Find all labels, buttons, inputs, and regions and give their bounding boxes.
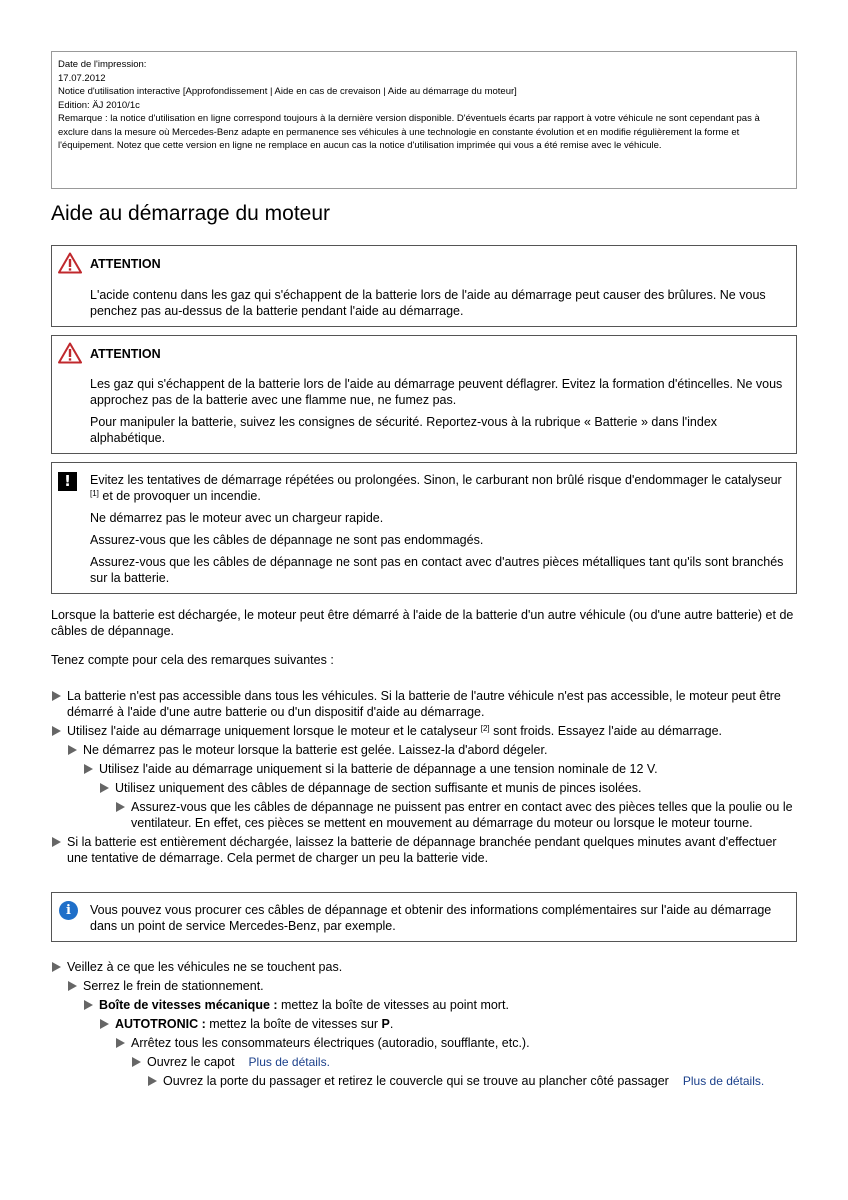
warning-text-2: Pour manipuler la batterie, suivez les consignes de sécurité. Reportez-vous à la rubrique « Batterie » dans l'index alphabétique. xyxy=(90,415,718,445)
breadcrumb: Notice d'utilisation interactive [Approfondissement | Aide en cas de crevaison | Aide au démarrage du moteur] xyxy=(58,86,517,97)
step-item: Serrez le frein de stationnement. xyxy=(83,979,264,993)
caution-text-2: Ne démarrez pas le moteur avec un chargeur rapide. xyxy=(90,511,384,525)
arrow-bullet-icon xyxy=(52,691,61,701)
info-icon: i xyxy=(59,901,78,920)
caution-text-1: Evitez les tentatives de démarrage répétées ou prolongées. Sinon, le carburant non brûlé risque d'endommager le catalyseur [1] et de provoquer un incendie. xyxy=(90,473,782,503)
warning-triangle-icon xyxy=(58,342,82,364)
edition: Edition: ÄJ 2010/1c xyxy=(58,99,140,111)
intro-paragraph-2: Tenez compte pour cela des remarques suivantes : xyxy=(51,653,334,667)
step-item: Ouvrez le capot Plus de détails. xyxy=(147,1055,330,1069)
arrow-bullet-icon xyxy=(100,1019,109,1029)
remark-text: Remarque : la notice d'utilisation en ligne correspond toujours à la dernière version disponible. D'éventuels écarts par rapport à votre véhicule ne sont cependant pas à exclure dans la mesure où Mercedes-Benz adapte en permanence ses véhicules à une technologie en constante évolution et en modifie régulièrement la forme et l'équipement. Notez que cette version en ligne ne remplace en aucun cas la notice d'utilisation imprimée qui vous a été remise avec le véhicule. xyxy=(58,113,760,151)
warning-heading: ATTENTION xyxy=(90,347,161,361)
step-item: Ouvrez la porte du passager et retirez le couvercle qui se trouve au plancher côté passager Plus de détails. xyxy=(163,1074,765,1088)
arrow-bullet-icon xyxy=(84,764,93,774)
remark-item: Utilisez l'aide au démarrage uniquement lorsque le moteur et le catalyseur [2] sont froids. Essayez l'aide au démarrage. xyxy=(67,724,722,738)
arrow-bullet-icon xyxy=(52,726,61,736)
arrow-bullet-icon xyxy=(116,1038,125,1048)
warning-text-1: Les gaz qui s'échappent de la batterie lors de l'aide au démarrage peuvent déflagrer. Evitez la formation d'étincelles. Ne vous approchez pas de la batterie avec une flamme nue, ne fumez pas. xyxy=(90,377,783,407)
remark-item: Utilisez uniquement des câbles de dépannage de section suffisante et munis de pinces isolées. xyxy=(115,781,642,795)
warning-box-1 xyxy=(51,245,797,327)
print-info-box xyxy=(51,51,797,189)
remark-item: La batterie n'est pas accessible dans tous les véhicules. Si la batterie de l'autre véhicule n'est pas accessible, le moteur peut être démarré à l'aide d'une autre batterie ou d'un dispositif d'aide au démarrage. xyxy=(67,689,781,719)
arrow-bullet-icon xyxy=(132,1057,141,1067)
page-title: Aide au démarrage du moteur xyxy=(51,202,330,225)
arrow-bullet-icon xyxy=(116,802,125,812)
arrow-bullet-icon xyxy=(68,745,77,755)
info-text: Vous pouvez vous procurer ces câbles de dépannage et obtenir des informations complémentaires sur l'aide au démarrage dans un point de service Mercedes-Benz, par exemple. xyxy=(90,903,772,933)
caution-box xyxy=(51,462,797,594)
step-item: Boîte de vitesses mécanique : mettez la boîte de vitesses au point mort. xyxy=(99,998,509,1012)
step-item: AUTOTRONIC : mettez la boîte de vitesses sur P. xyxy=(115,1017,394,1031)
arrow-bullet-icon xyxy=(52,837,61,847)
more-details-link[interactable]: Plus de détails. xyxy=(248,1055,330,1069)
warning-text: L'acide contenu dans les gaz qui s'échappent de la batterie lors de l'aide au démarrage peut causer des brûlures. Ne vous penchez pas au-dessus de la batterie pendant l'aide au démarrage. xyxy=(90,288,766,318)
remark-item: Utilisez l'aide au démarrage uniquement si la batterie de dépannage a une tension nominale de 12 V. xyxy=(99,762,658,776)
step-item: Veillez à ce que les véhicules ne se touchent pas. xyxy=(67,960,343,974)
arrow-bullet-icon xyxy=(84,1000,93,1010)
arrow-bullet-icon xyxy=(68,981,77,991)
print-date-label: Date de l'impression: xyxy=(58,59,147,70)
caution-text-3: Assurez-vous que les câbles de dépannage ne sont pas endommagés. xyxy=(90,533,484,547)
warning-box-2 xyxy=(51,335,797,454)
warning-triangle-icon xyxy=(58,252,82,274)
arrow-bullet-icon xyxy=(148,1076,157,1086)
caution-text-4: Assurez-vous que les câbles de dépannage ne sont pas en contact avec d'autres pièces métalliques tant qu'ils sont branchés sur la batterie. xyxy=(90,555,784,585)
info-box xyxy=(51,892,797,942)
exclamation-icon: ! xyxy=(58,472,77,491)
arrow-bullet-icon xyxy=(100,783,109,793)
warning-heading: ATTENTION xyxy=(90,257,161,271)
arrow-bullet-icon xyxy=(52,962,61,972)
remark-item: Assurez-vous que les câbles de dépannage ne puissent pas entrer en contact avec des pièces telles que la poulie ou le ventilateur. En effet, ces pièces se mettent en mouvement au démarrage du moteur ou lorsque le moteur tourne. xyxy=(131,800,793,830)
step-item: Arrêtez tous les consommateurs électriques (autoradio, soufflante, etc.). xyxy=(131,1036,530,1050)
remark-item: Si la batterie est entièrement déchargée, laissez la batterie de dépannage branchée pendant quelques minutes avant d'effectuer une tentative de démarrage. Cela permet de charger un peu la batterie vide. xyxy=(67,835,777,865)
more-details-link[interactable]: Plus de détails. xyxy=(682,1074,765,1088)
print-date: 17.07.2012 xyxy=(58,72,106,84)
intro-paragraph-1: Lorsque la batterie est déchargée, le moteur peut être démarré à l'aide de la batterie d'un autre véhicule (ou d'une autre batterie) et de câbles de dépannage. xyxy=(51,608,794,638)
remark-item: Ne démarrez pas le moteur lorsque la batterie est gelée. Laissez-la d'abord dégeler. xyxy=(83,743,548,757)
